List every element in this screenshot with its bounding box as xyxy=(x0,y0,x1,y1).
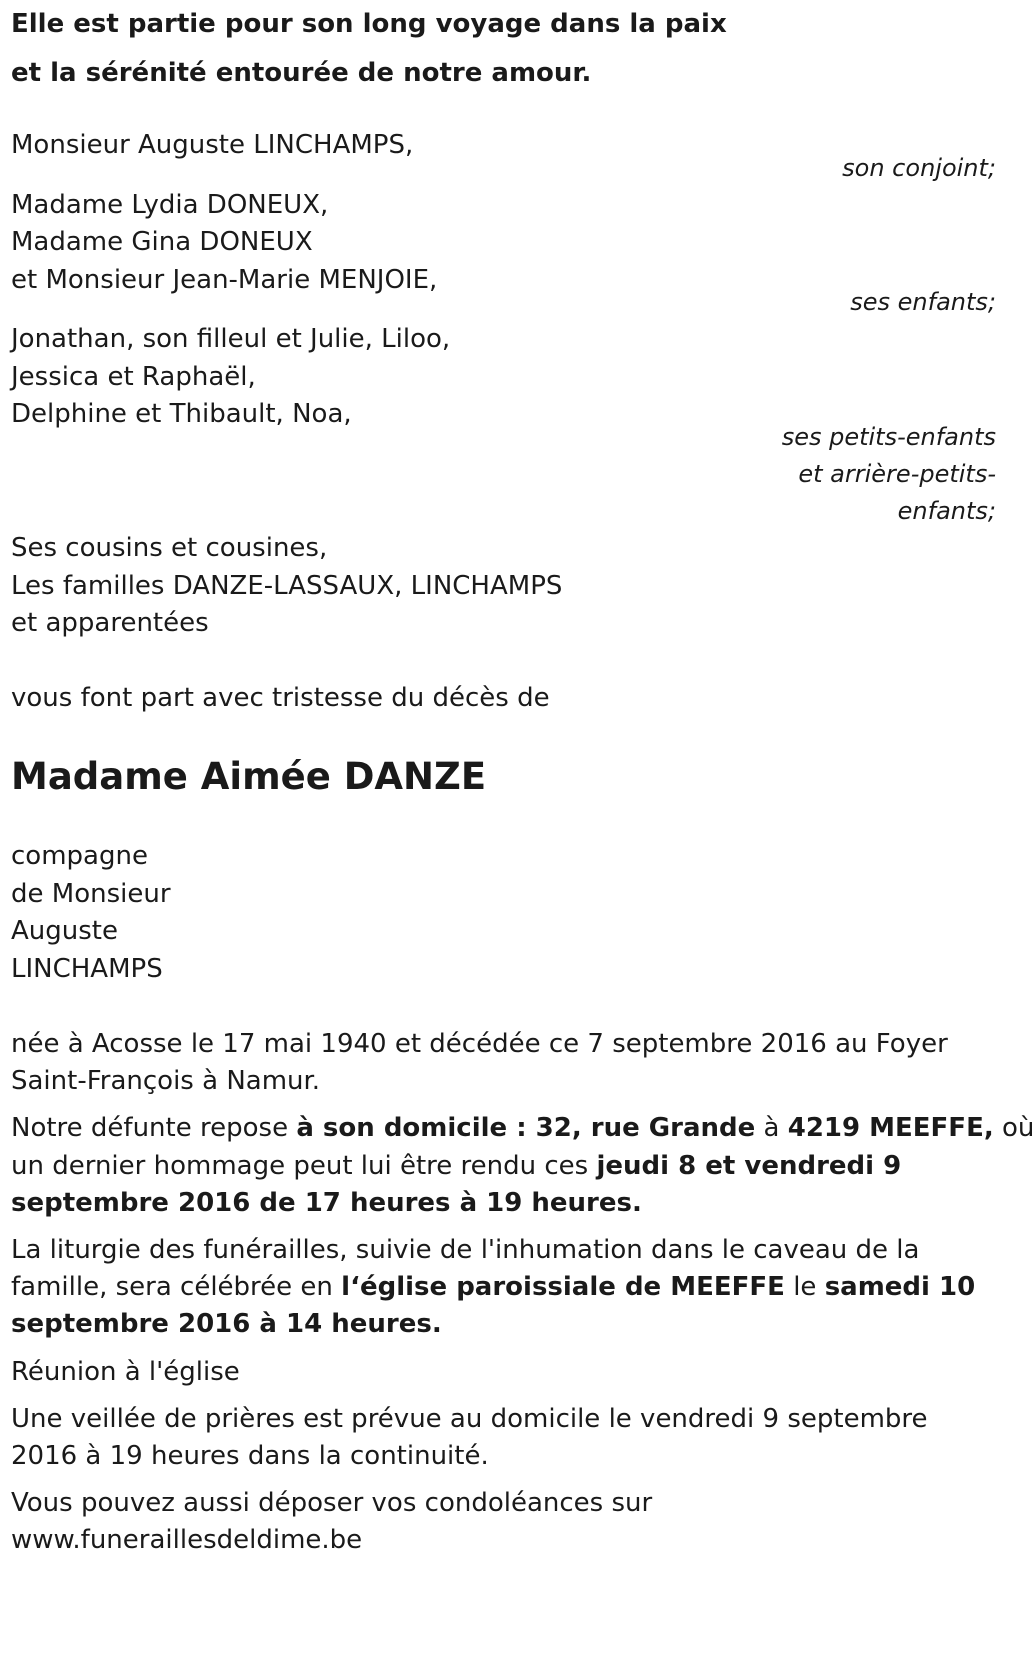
relatives-line: et apparentées xyxy=(11,608,209,638)
liturgy-day: samedi 10 xyxy=(824,1272,976,1302)
children-role: ses enfants; xyxy=(850,288,996,316)
child-name: Madame Gina DONEUX xyxy=(11,227,313,257)
repose-address: à son domicile : 32, rue Grande xyxy=(296,1113,756,1143)
birth-death-line: Saint-François à Namur. xyxy=(11,1066,321,1096)
grandchild-name: Delphine et Thibault, Noa, xyxy=(11,399,352,429)
grandchildren-role-line: ses petits-enfants xyxy=(781,423,996,451)
repose-line-2 xyxy=(11,1146,901,1186)
liturgy-church: l‘église paroissiale de MEEFFE xyxy=(341,1272,785,1302)
grandchildren-role-line: et arrière-petits- xyxy=(798,460,996,488)
grandchild-name: Jessica et Raphaël, xyxy=(11,362,256,392)
grandchildren-role-line: enfants; xyxy=(897,497,996,525)
spouse-role: son conjoint; xyxy=(842,154,996,182)
relatives-line: Ses cousins et cousines, xyxy=(11,533,328,563)
grandchild-name: Jonathan, son filleul et Julie, Liloo, xyxy=(11,324,451,354)
repose-text: Notre défunte repose xyxy=(11,1113,297,1143)
intro-line-2: et la sérénité entourée de notre amour. xyxy=(11,58,592,88)
condolences-website-link[interactable]: www.funeraillesdeldime.be xyxy=(11,1525,363,1555)
meeting-note: Réunion à l'église xyxy=(11,1357,240,1387)
repose-text: où xyxy=(993,1113,1034,1143)
liturgy-text: famille, sera célébrée en xyxy=(11,1272,342,1302)
repose-hours: septembre 2016 de 17 heures à 19 heures. xyxy=(11,1188,642,1218)
liturgy-line-2 xyxy=(11,1267,975,1307)
condolences-line: Vous pouvez aussi déposer vos condoléances sur xyxy=(11,1488,653,1518)
liturgy-line-1: La liturgie des funérailles, suivie de l'inhumation dans le caveau de la xyxy=(11,1235,920,1265)
vigil-line: Une veillée de prières est prévue au domicile le vendredi 9 septembre xyxy=(11,1404,928,1434)
repose-text: à xyxy=(755,1113,788,1143)
repose-postcode: 4219 MEEFFE, xyxy=(787,1113,994,1143)
announcement: vous font part avec tristesse du décès de xyxy=(11,683,550,713)
liturgy-text: le xyxy=(784,1272,825,1302)
repose-days: jeudi 8 et vendredi 9 xyxy=(596,1151,902,1181)
repose-text: un dernier hommage peut lui être rendu ces xyxy=(11,1151,597,1181)
liturgy-line-3 xyxy=(11,1304,442,1344)
repose-line-3 xyxy=(11,1183,642,1223)
companion-line: Auguste xyxy=(11,916,118,946)
companion-line: LINCHAMPS xyxy=(11,954,163,984)
spouse-name: Monsieur Auguste LINCHAMPS, xyxy=(11,130,414,160)
relatives-line: Les familles DANZE-LASSAUX, LINCHAMPS xyxy=(11,571,563,601)
child-name: Madame Lydia DONEUX, xyxy=(11,190,329,220)
repose-line-1 xyxy=(11,1108,1034,1148)
companion-line: de Monsieur xyxy=(11,879,171,909)
liturgy-datetime: septembre 2016 à 14 heures. xyxy=(11,1309,442,1339)
deceased-name: Madame Aimée DANZE xyxy=(11,755,487,798)
child-name: et Monsieur Jean-Marie MENJOIE, xyxy=(11,265,438,295)
birth-death-line: née à Acosse le 17 mai 1940 et décédée ce 7 septembre 2016 au Foyer xyxy=(11,1029,948,1059)
companion-line: compagne xyxy=(11,841,148,871)
vigil-line: 2016 à 19 heures dans la continuité. xyxy=(11,1441,489,1471)
intro-line-1: Elle est partie pour son long voyage dans la paix xyxy=(11,9,727,39)
